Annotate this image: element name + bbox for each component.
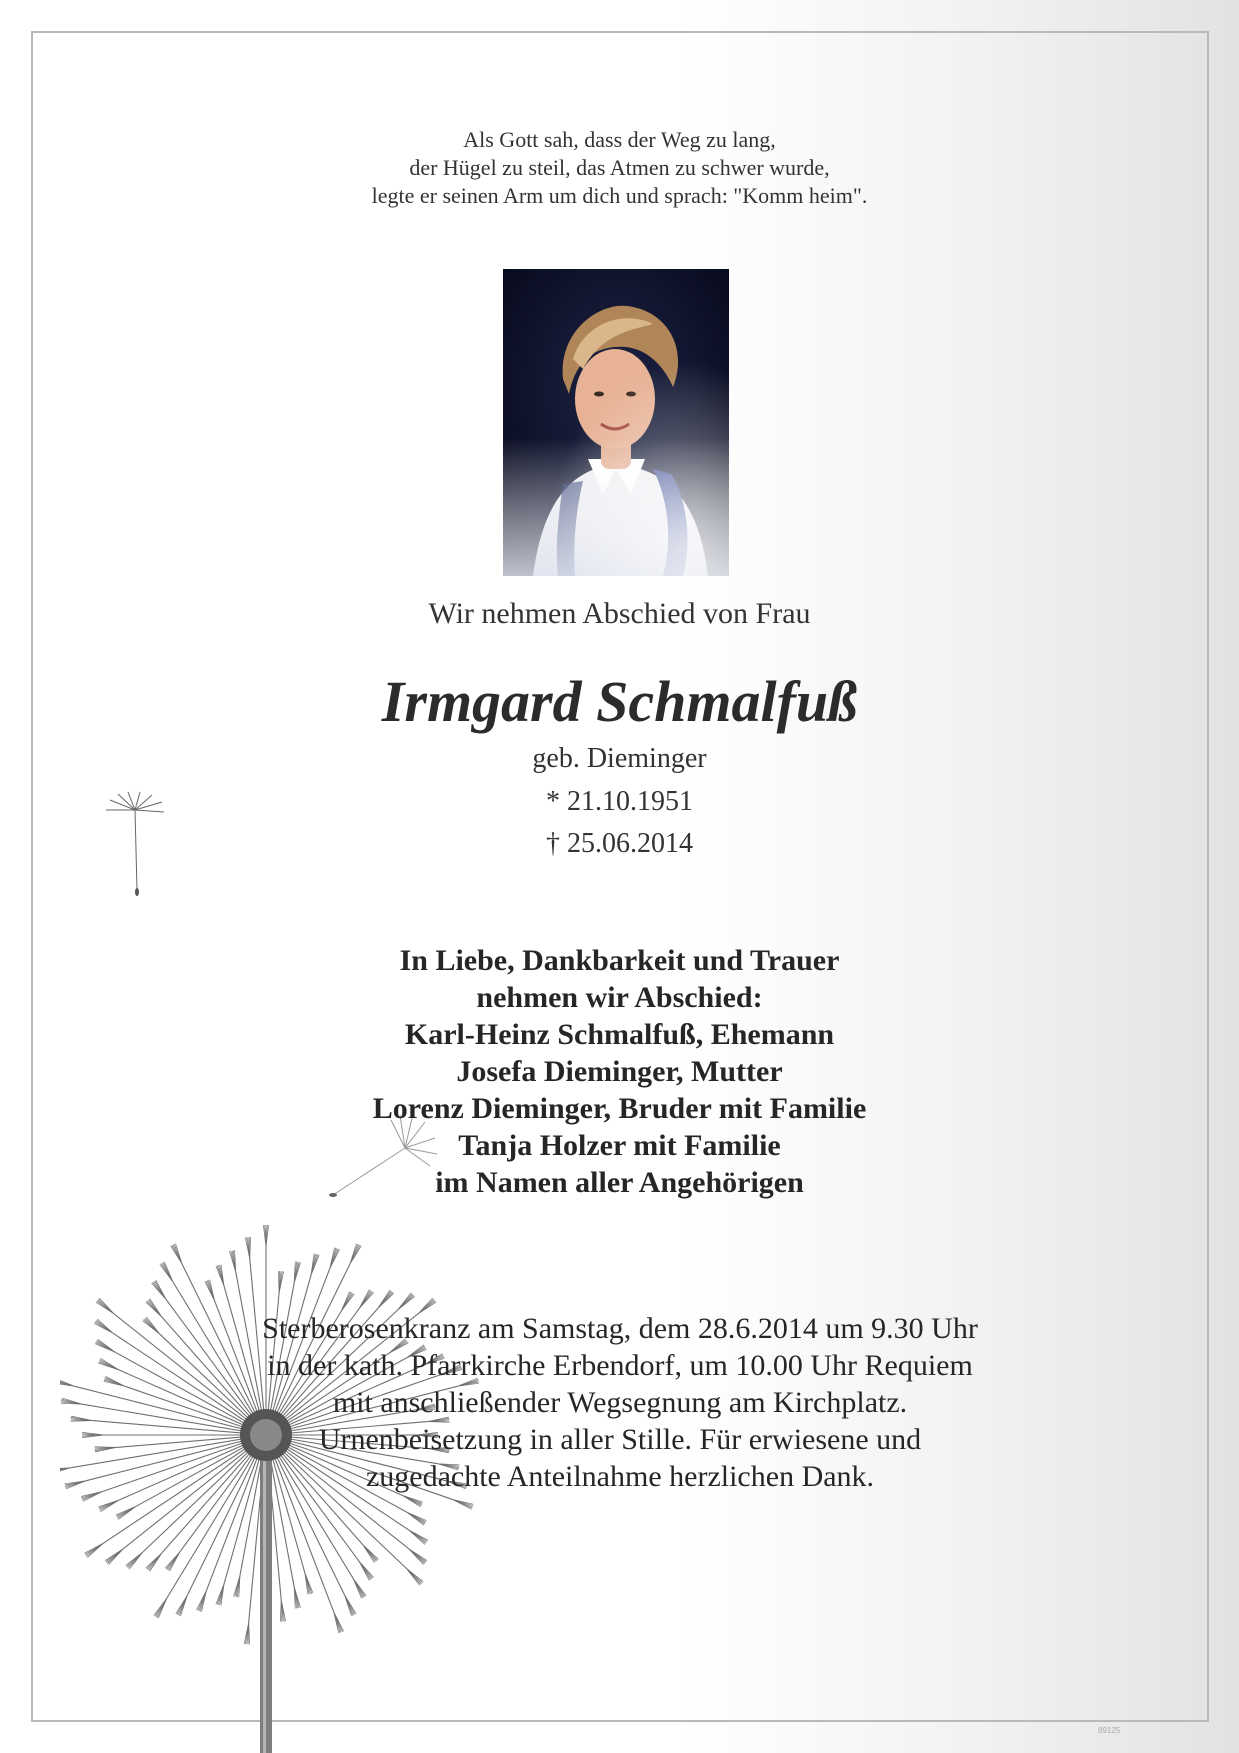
mourners-line: im Namen aller Angehörigen (435, 1166, 804, 1199)
service-info (160, 1310, 1080, 1495)
service-line: Urnenbeisetzung in aller Stille. Für erwiesene und (318, 1423, 922, 1456)
birth-date: * 21.10.1951 (546, 786, 693, 817)
mourners-line: Lorenz Dieminger, Bruder mit Familie (372, 1092, 867, 1125)
service-line: in der kath. Pfarrkirche Erbendorf, um 10.00 Uhr Requiem (267, 1349, 973, 1382)
poem (0, 126, 1239, 210)
mourners-line: In Liebe, Dankbarkeit und Trauer (399, 944, 840, 977)
poem-line: legte er seinen Arm um dich und sprach: "Komm heim". (371, 183, 868, 208)
service-line: Sterberosenkranz am Samstag, dem 28.6.2014 um 9.30 Uhr (262, 1312, 978, 1345)
poem-line: Als Gott sah, dass der Weg zu lang, (463, 127, 776, 152)
death-date: † 25.06.2014 (546, 828, 693, 859)
mourners-line: Karl-Heinz Schmalfuß, Ehemann (404, 1018, 835, 1051)
mourners-list (0, 942, 1239, 1201)
mourners-line: nehmen wir Abschied: (476, 981, 763, 1014)
service-line: mit anschließender Wegsegnung am Kirchplatz. (332, 1386, 908, 1419)
mourners-line: Josefa Dieminger, Mutter (456, 1055, 783, 1088)
footer-code: 89125 (1098, 1726, 1121, 1735)
intro-text: Wir nehmen Abschied von Frau (428, 597, 811, 630)
mourners-line: Tanja Holzer mit Familie (458, 1129, 781, 1162)
service-line: zugedachte Anteilnahme herzlichen Dank. (365, 1460, 875, 1493)
deceased-name: Irmgard Schmalfuß (381, 669, 858, 734)
portrait-photo (503, 269, 729, 576)
maiden-name: geb. Dieminger (532, 743, 707, 774)
poem-line: der Hügel zu steil, das Atmen zu schwer wurde, (409, 155, 830, 180)
